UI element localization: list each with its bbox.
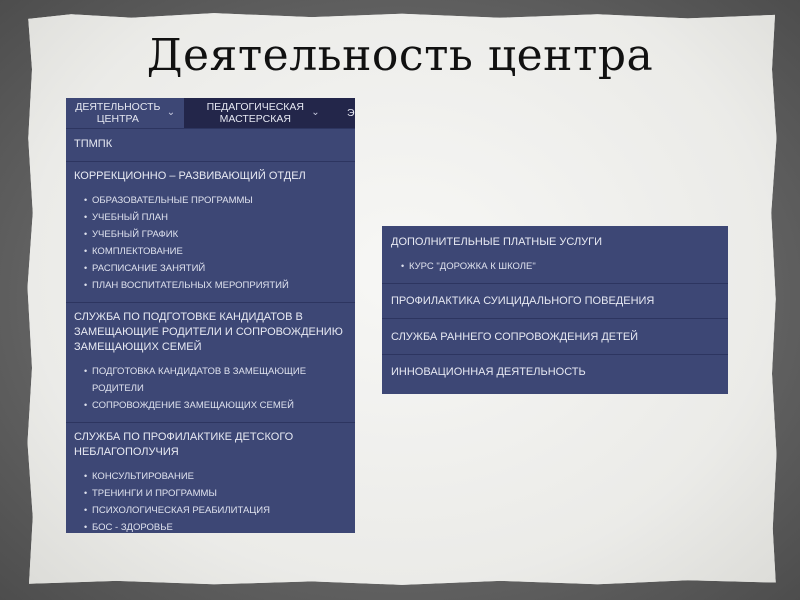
submenu-item[interactable]: • СОПРОВОЖДЕНИЕ ЗАМЕЩАЮЩИХ СЕМЕЙ [84,397,347,414]
section-title: ИННОВАЦИОННАЯ ДЕЯТЕЛЬНОСТЬ [391,365,586,378]
section-title[interactable]: ДОПОЛНИТЕЛЬНЫЕ ПЛАТНЫЕ УСЛУГИ [391,236,603,248]
submenu-item[interactable]: • БОС - ЗДОРОВЬЕ [84,519,347,533]
tab-label: ДЕЯТЕЛЬНОСТЬ ЦЕНТРА [75,101,161,125]
menu-section-correction [66,161,355,302]
submenu-list [401,258,719,275]
section-title[interactable]: КОРРЕКЦИОННО – РАЗВИВАЮЩИЙ ОТДЕЛ [74,170,306,182]
tab-activity[interactable] [66,98,184,128]
menu-section-suicide-prevention[interactable] [382,284,728,319]
menu-section-innovation[interactable] [382,355,728,388]
tab-truncated[interactable] [341,98,355,128]
submenu-list [84,468,347,533]
menu-section-paid-services [382,226,728,284]
right-nav-menu [382,226,728,394]
submenu-item[interactable]: • ОБРАЗОВАТЕЛЬНЫЕ ПРОГРАММЫ [84,192,347,209]
menu-section-tpmpk[interactable] [66,128,355,161]
submenu-item[interactable]: • ПСИХОЛОГИЧЕСКАЯ РЕАБИЛИТАЦИЯ [84,502,347,519]
menu-section-prevention [66,422,355,533]
section-title: ТПМПК [74,138,113,150]
submenu-item[interactable]: • КУРС "ДОРОЖКА К ШКОЛЕ" [401,258,719,275]
section-title: ПРОФИЛАКТИКА СУИЦИДАЛЬНОГО ПОВЕДЕНИЯ [391,295,655,307]
section-title: СЛУЖБА РАННЕГО СОПРОВОЖДЕНИЯ ДЕТЕЙ [391,330,639,343]
submenu-item[interactable]: • ПЛАН ВОСПИТАТЕЛЬНЫХ МЕРОПРИЯТИЙ [84,277,347,294]
submenu-item[interactable]: • УЧЕБНЫЙ ГРАФИК [84,226,347,243]
submenu-list [84,192,347,294]
tab-label: ПЕДАГОГИЧЕСКАЯ МАСТЕРСКАЯ [206,101,305,125]
section-title[interactable]: СЛУЖБА ПО ПОДГОТОВКЕ КАНДИДАТОВ В ЗАМЕЩАЮЩИЕ РОДИТЕЛИ И СОПРОВОЖДЕНИЮ ЗАМЕЩАЮЩИХ СЕМЕЙ [74,311,343,353]
section-title[interactable]: СЛУЖБА ПО ПРОФИЛАКТИКЕ ДЕТСКОГО НЕБЛАГОПОЛУЧИЯ [74,431,294,458]
submenu-item[interactable]: • УЧЕБНЫЙ ПЛАН [84,209,347,226]
submenu-item[interactable]: • ПОДГОТОВКА КАНДИДАТОВ В ЗАМЕЩАЮЩИЕ РОДИТЕЛИ [84,363,347,397]
submenu-item[interactable]: • ТРЕНИНГИ И ПРОГРАММЫ [84,485,347,502]
tab-pedagogical-workshop[interactable] [184,98,341,128]
submenu-list [84,363,347,414]
menu-section-early-support[interactable] [382,319,728,355]
chevron-down-icon: ⌄ [166,107,176,118]
chevron-down-icon: ⌄ [311,107,320,118]
menu-section-foster-parents [66,302,355,422]
tab-label: Э [347,107,355,119]
page-title: Деятельность центра [146,30,654,81]
submenu-item[interactable]: • РАСПИСАНИЕ ЗАНЯТИЙ [84,260,347,277]
left-nav-menu [66,98,355,533]
submenu-item[interactable]: • КОМПЛЕКТОВАНИЕ [84,243,347,260]
tab-bar [66,98,355,128]
submenu-item[interactable]: • КОНСУЛЬТИРОВАНИЕ [84,468,347,485]
